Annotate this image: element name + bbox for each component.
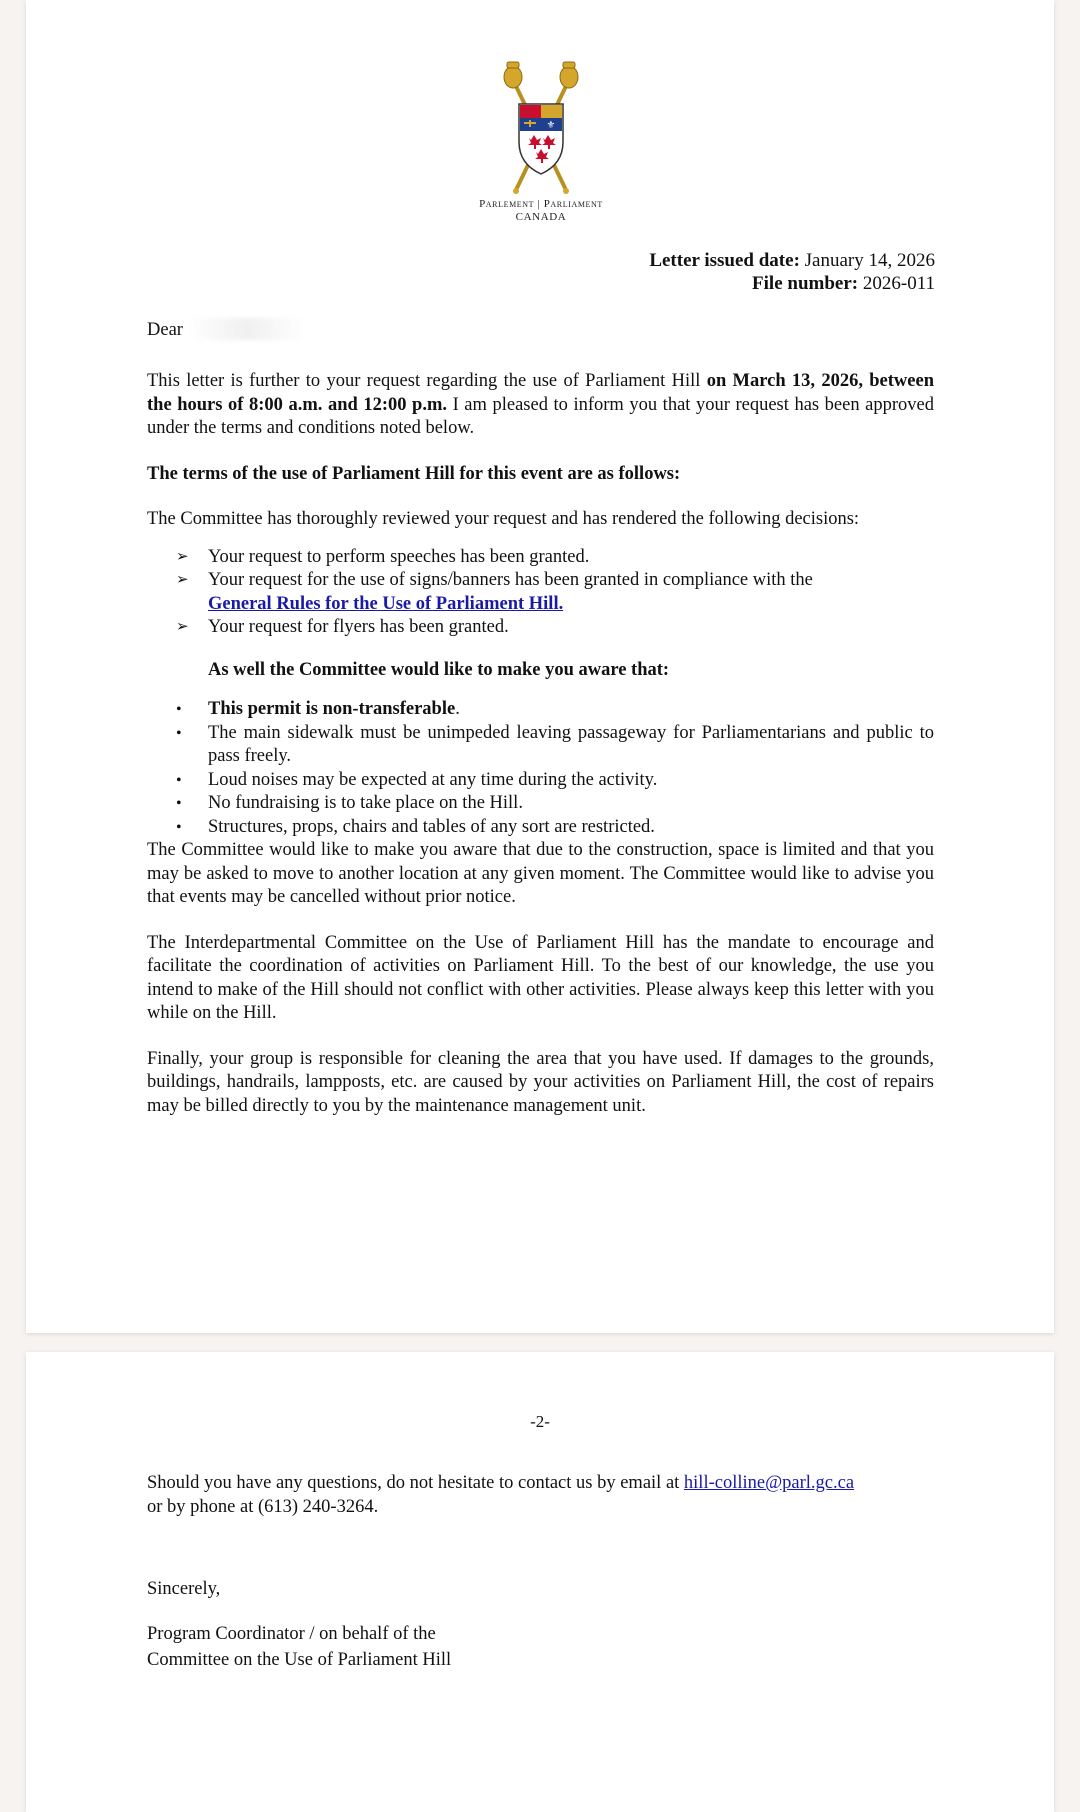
cleaning-paragraph: Finally, your group is responsible for cleaning the area that you have used. If damages to the grounds, buildings, handrails, lampposts, etc. are caused by your activities on Parliament Hill, the cost of repairs may be billed directly to you by the maintenance management unit. xyxy=(147,1048,934,1116)
decision-text: Your request to perform speeches has been granted. xyxy=(208,546,590,567)
signature-line-2: Committee on the Use of Parliament Hill xyxy=(147,1649,452,1670)
aware-item xyxy=(147,792,934,816)
salutation-text: Dear xyxy=(147,320,183,340)
general-rules-link[interactable]: General Rules for the Use of Parliament Hill. xyxy=(208,593,564,614)
salutation xyxy=(147,318,307,341)
letter-page-2 xyxy=(26,1352,1054,1812)
decision-text: Your request for flyers has been granted. xyxy=(208,617,509,637)
file-number-line xyxy=(649,272,935,295)
decisions-list xyxy=(147,546,934,640)
terms-heading: The terms of the use of Parliament Hill for this event are as follows: xyxy=(147,463,681,484)
aware-text-bold: This permit is non-transferable xyxy=(208,699,456,719)
issued-date-line xyxy=(649,249,935,272)
aware-item xyxy=(147,769,934,793)
svg-text:⚜: ⚜ xyxy=(546,120,556,131)
intro-text-2: I am pleased to inform you that your request has been approved under the terms and conditions noted below. xyxy=(147,394,934,438)
contact-email-link[interactable]: hill-colline@parl.gc.ca xyxy=(683,1473,855,1493)
contact-text-2: or by phone at (613) 240-3264. xyxy=(147,1496,379,1517)
file-number-label: File number: xyxy=(752,273,859,294)
arrow-bullet-icon: ➢ xyxy=(176,619,189,635)
issued-date-value: January 14, 2026 xyxy=(804,250,935,271)
letter-metadata xyxy=(649,249,935,295)
wordmark-english: Parliament xyxy=(543,198,603,210)
wordmark-separator: | xyxy=(537,198,541,210)
arrow-bullet-icon: ➢ xyxy=(176,572,189,588)
intro-text-1: This letter is further to your request regarding the use of Parliament Hill xyxy=(147,371,707,391)
aware-list xyxy=(147,698,934,839)
dot-bullet-icon: • xyxy=(176,771,182,789)
decision-text: Your request for the use of signs/banners has been granted in compliance with the xyxy=(208,570,813,590)
aware-heading: As well the Committee would like to make you aware that: xyxy=(208,659,670,680)
aware-text: Loud noises may be expected at any time during the activity. xyxy=(208,769,658,790)
dot-bullet-icon: • xyxy=(176,701,182,718)
dot-bullet-icon: • xyxy=(176,818,182,836)
aware-text: The main sidewalk must be unimpeded leaving passageway for Parliamentarians and public to pass freely. xyxy=(208,722,934,766)
contact-paragraph xyxy=(147,1472,934,1519)
signature-line-1: Program Coordinator / on behalf of the xyxy=(147,1623,436,1644)
arrow-bullet-icon: ➢ xyxy=(176,548,189,565)
aware-item xyxy=(147,698,934,722)
file-number-value: 2026-011 xyxy=(862,273,935,294)
aware-text: Structures, props, chairs and tables of any sort are restricted. xyxy=(208,816,655,837)
intro-date-bold: on March 13, 2026, between the hours of 8:00 a.m. and 12:00 p.m. xyxy=(147,371,934,415)
parliament-crest xyxy=(466,60,616,224)
aware-item xyxy=(147,816,934,840)
dot-bullet-icon: • xyxy=(176,795,182,812)
mandate-paragraph: The Interdepartmental Committee on the Use of Parliament Hill has the mandate to encourage and facilitate the coordination of activities on Parliament Hill. To the best of our knowledge, the use you intend to make of the Hill should not conflict with other activities. Please always keep this letter with you while on the Hill. xyxy=(147,932,934,1023)
decision-item xyxy=(147,616,934,640)
wordmark-country: CANADA xyxy=(515,211,567,223)
construction-paragraph: The Committee would like to make you aware that due to the construction, space is limited and that you may be asked to move to another location at any given moment. The Committee would like to advise you that events may be cancelled without prior notice. xyxy=(147,840,934,907)
aware-text-tail: . xyxy=(455,699,460,719)
contact-text-1: Should you have any questions, do not hesitate to contact us by email at xyxy=(147,1473,684,1493)
page-number: -2- xyxy=(530,1412,550,1431)
aware-item xyxy=(147,722,934,769)
decision-item xyxy=(147,569,934,616)
letter-page-1 xyxy=(26,0,1054,1333)
closing: Sincerely, xyxy=(147,1579,221,1599)
parliament-crest-icon xyxy=(500,60,582,196)
review-paragraph: The Committee has thoroughly reviewed your request and has rendered the following decisions: xyxy=(147,509,860,529)
letter-body xyxy=(147,370,934,1140)
decision-item xyxy=(147,546,934,570)
issued-date-label: Letter issued date: xyxy=(649,250,800,271)
aware-text: No fundraising is to take place on the Hill. xyxy=(208,793,523,813)
redacted-name xyxy=(187,318,307,340)
page-2-body xyxy=(147,1472,934,1673)
dot-bullet-icon: • xyxy=(176,724,182,742)
wordmark-french: Parlement xyxy=(479,198,535,210)
parliament-wordmark xyxy=(466,198,616,224)
intro-paragraph xyxy=(147,370,934,441)
